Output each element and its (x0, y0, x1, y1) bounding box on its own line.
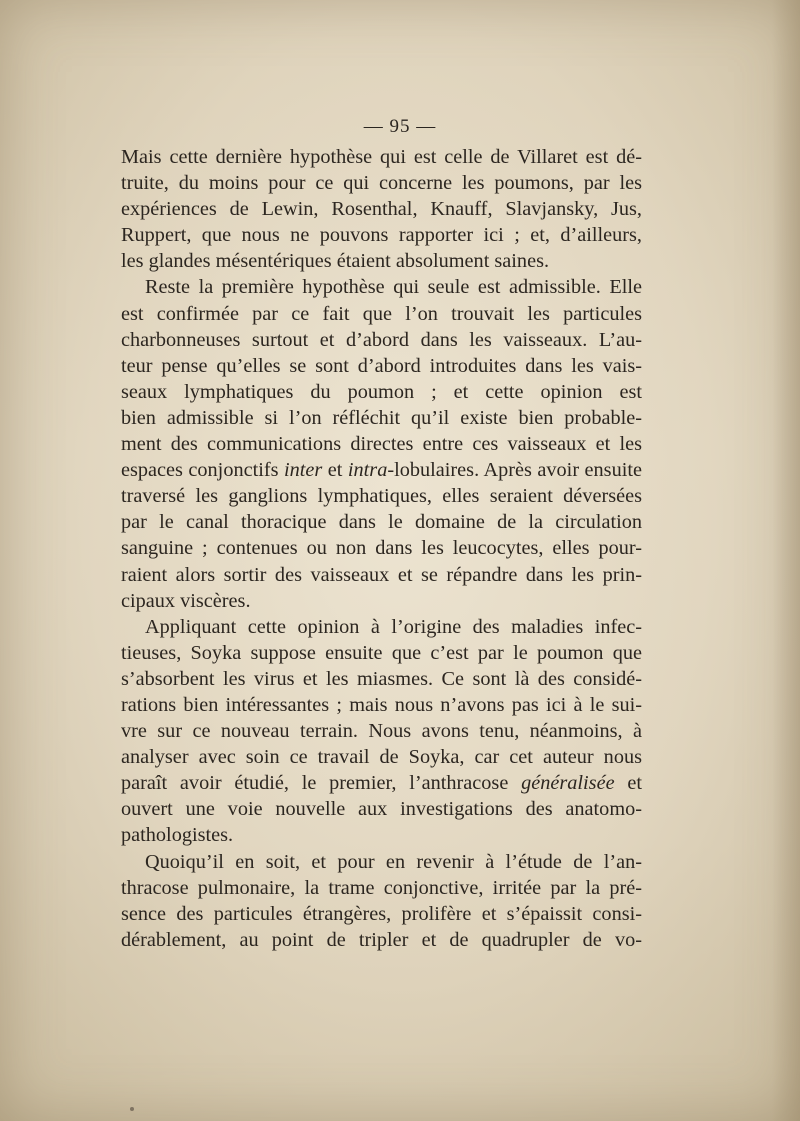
text-line: bien admissible si l’on réfléchit qu’il existe bien probable- (121, 406, 642, 429)
text-line: sanguine ; contenues ou non dans les leucocytes, elles pour- (121, 537, 642, 560)
text-line: ouvert une voie nouvelle aux investigations des anatomo- (121, 798, 642, 821)
text-line: s’absorbent les virus et les miasmes. Ce sont là des considé- (121, 667, 642, 690)
text-line: rations bien intéressantes ; mais nous n’avons pas ici à le sui- (121, 693, 642, 716)
body-text (121, 144, 642, 953)
text-line: tieuses, Soyka suppose ensuite que c’est par le poumon que (121, 641, 642, 664)
text-line: dérablement, au point de tripler et de quadrupler de vo- (121, 928, 642, 951)
text-line: est confirmée par ce fait que l’on trouvait les particules (121, 302, 642, 325)
text-line: pathologistes. (121, 824, 234, 847)
text-line: vre sur ce nouveau terrain. Nous avons tenu, néanmoins, à (121, 720, 642, 743)
text-line: Quoiqu’il en soit, et pour en revenir à l’étude de l’an- (145, 850, 642, 873)
text-line: analyser avec soin ce travail de Soyka, car cet auteur nous (121, 746, 642, 769)
italic-term: généralisée (521, 772, 615, 795)
text-line: Ruppert, que nous ne pouvons rapporter ici ; et, d’ailleurs, (121, 224, 642, 247)
text-line: teur pense qu’elles se sont d’abord introduites dans les vais- (121, 354, 642, 377)
italic-term: intra (347, 459, 388, 482)
text-segment: et (322, 459, 348, 482)
text-line: Mais cette dernière hypothèse qui est celle de Villaret est dé- (121, 146, 642, 168)
text-line: seaux lymphatiques du poumon ; et cette opinion est (121, 380, 642, 403)
text-segment: espaces conjonctifs (121, 459, 284, 482)
text-line: ment des communications directes entre ces vaisseaux et les (121, 433, 642, 456)
text-line: Reste la première hypothèse qui seule est admissible. Elle (145, 276, 642, 299)
text-line: cipaux viscères. (121, 589, 251, 612)
text-line-with-italics (121, 457, 642, 483)
text-line: les glandes mésentériques étaient absolument saines. (121, 250, 550, 273)
text-line: thracose pulmonaire, la trame conjonctive, irritée par la pré- (121, 876, 642, 899)
text-line: truite, du moins pour ce qui concerne les poumons, par les (121, 172, 642, 195)
page-number: — 95 — (363, 116, 437, 137)
text-segment: paraît avoir étudié, le premier, l’anthracose (121, 772, 522, 795)
text-line: Appliquant cette opinion à l’origine des maladies infec- (145, 615, 642, 638)
text-segment: -lobulaires. Après avoir ensuite (387, 459, 642, 482)
page-edge-shadow (772, 0, 800, 1121)
text-line: expériences de Lewin, Rosenthal, Knauff, Slavjansky, Jus, (121, 198, 642, 221)
paper-speck (130, 1107, 134, 1111)
text-line-with-italics (121, 770, 642, 796)
italic-term: inter (284, 459, 323, 482)
text-line: charbonneuses surtout et d’abord dans les vaisseaux. L’au- (121, 328, 642, 351)
text-line: raient alors sortir des vaisseaux et se répandre dans les prin- (121, 563, 642, 586)
text-segment: et (614, 772, 642, 795)
text-line: traversé les ganglions lymphatiques, elles seraient déversées (121, 485, 642, 508)
text-line: sence des particules étrangères, prolifère et s’épaissit consi- (121, 902, 642, 925)
text-line: par le canal thoracique dans le domaine de la circulation (121, 511, 642, 534)
